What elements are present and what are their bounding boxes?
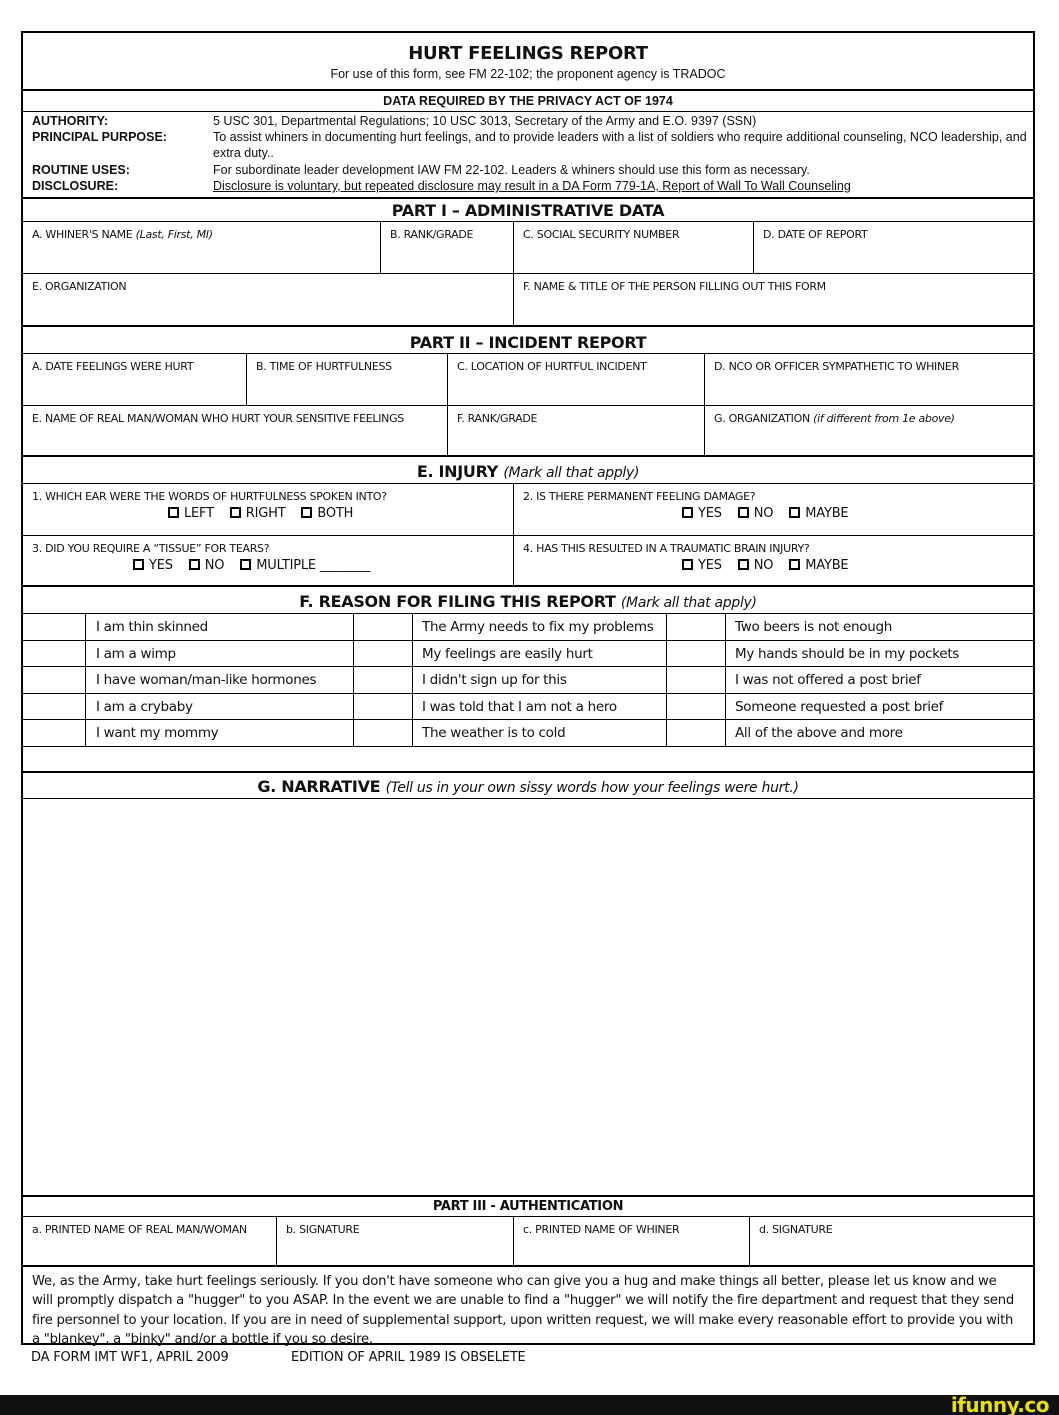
narrative-textarea[interactable] [23,798,1033,1195]
part2-row1 [23,353,1033,405]
checkbox-icon [738,507,749,518]
reason-option-label: I have woman/man-like hormones [96,672,317,688]
whiner-printed-name-label: c. PRINTED NAME OF WHINER [523,1223,680,1236]
part1-header: PART I – ADMINISTRATIVE DATA [391,201,665,220]
authority-text: 5 USC 301, Departmental Regulations; 10 USC 3013, Secretary of the Army and E.O. 9397 (SSN) [213,114,757,128]
part2-section [23,325,1033,455]
checkbox-icon [738,559,749,570]
ear-options [168,506,365,521]
ifunny-watermark: ifunny.co [950,1393,1049,1415]
checkbox-icon [789,559,800,570]
routine-text: For subordinate leader development IAW FM 22-102. Leaders & whiners should use this form as necessary. [213,163,810,177]
privacy-header: DATA REQUIRED BY THE PRIVACY ACT OF 1974 [383,94,673,108]
time-hurt-label: B. TIME OF HURTFULNESS [256,360,392,373]
real-person-signature-field[interactable] [276,1217,513,1267]
location-label: C. LOCATION OF HURTFUL INCIDENT [457,360,647,373]
narrative-title: G. NARRATIVE [257,777,381,796]
part2-header: PART II – INCIDENT REPORT [409,333,647,352]
reason-option-label: I am a wimp [96,645,176,662]
injury-title: E. INJURY [416,462,499,481]
closing-statement: We, as the Army, take hurt feelings seriously. If you don't have someone who can give you a hug and make things all better, please let us know and we will promptly dispatch a "hugger" to you ASAP. In the event we are unable to find a "hugger" we will notify the fire department and request that they send fire personnel to your location. If you are in need of supplemental support, upon written request, we will make every reasonable effort to provide you with a "blankey", a "binky" and/or a bottle if you so desire. [32,1274,1014,1347]
date-of-report-field[interactable] [753,222,1033,273]
rank-grade-field[interactable] [380,222,513,273]
reason-row [23,666,1033,693]
title-block [23,33,1033,89]
tissue-question [23,536,513,587]
reason-checkbox[interactable] [353,694,413,720]
preparer-name-label: F. NAME & TITLE OF THE PERSON FILLING OUT THIS FORM [523,280,826,293]
reason-checkbox[interactable] [666,694,726,720]
checkbox-icon [682,507,693,518]
reason-section [23,585,1033,771]
brain-injury-options [682,558,860,573]
preparer-name-field[interactable] [513,274,1033,325]
checkbox-icon [168,507,179,518]
injury-row1 [23,483,1033,535]
reason-row [23,719,1033,746]
authority-row [32,113,1027,129]
purpose-text: To assist whiners in documenting hurt feelings, and to provide leaders with a list of soldiers who require additional counseling, NCO leadership, and extra duty.. [213,130,1027,160]
hurt-feelings-form [21,31,1035,1345]
reason-option-label: All of the above and more [735,725,903,741]
authority-label: AUTHORITY: [32,114,109,128]
reason-option-label: Two beers is not enough [735,619,893,635]
disclosure-row [32,178,1027,194]
injury-header [23,462,1033,481]
reason-checkbox[interactable] [353,720,413,746]
ear-left-option[interactable]: LEFT [168,506,214,521]
checkbox-icon [301,507,312,518]
checkbox-icon [230,507,241,518]
disclosure-label: DISCLOSURE: [32,179,119,193]
tissue-no-option[interactable]: NO [189,558,225,573]
real-person-name-field[interactable] [23,1217,276,1267]
ear-right-option[interactable]: RIGHT [230,506,286,521]
reason-title: F. REASON FOR FILING THIS REPORT [299,592,616,611]
organization-field[interactable] [23,274,513,325]
reason-row [23,613,1033,640]
edition-note: EDITION OF APRIL 1989 IS OBSELETE [291,1350,526,1365]
closing-section [23,1265,1033,1347]
ear-both-option[interactable]: BOTH [301,506,353,521]
rank-grade-label: B. RANK/GRADE [390,228,474,241]
whiner-name-label: A. WHINER'S NAME [32,228,133,241]
tissue-options [133,558,382,573]
reason-checkbox[interactable] [23,614,86,640]
ssn-label: C. SOCIAL SECURITY NUMBER [523,228,680,241]
brain-injury-question [513,536,1033,587]
disclosure-text: Disclosure is voluntary, but repeated disclosure may result in a DA Form 779-1A, Report of Wall To Wall Counseling [213,179,851,193]
purpose-label: PRINCIPAL PURPOSE: [32,130,167,144]
location-field[interactable] [447,354,704,405]
real-person-name-label: a. PRINTED NAME OF REAL MAN/WOMAN [32,1223,247,1236]
reason-checkbox[interactable] [666,614,726,640]
reason-option-label: I am thin skinned [96,619,208,635]
whiner-printed-name-field[interactable] [513,1217,749,1267]
form-subtitle: For use of this form, see FM 22-102; the proponent agency is TRADOC [330,67,726,81]
brain-maybe-option[interactable]: MAYBE [789,558,848,573]
reason-checkbox[interactable] [666,641,726,667]
part3-header: PART III - AUTHENTICATION [432,1199,624,1214]
reason-checkbox[interactable] [353,641,413,667]
part3-row [23,1216,1033,1267]
ear-question [23,484,513,535]
reason-option-label: I want my mommy [96,725,219,741]
offender-org-label: G. ORGANIZATION [714,412,810,425]
offender-name-field[interactable] [23,406,447,457]
reason-checkbox[interactable] [353,614,413,640]
reason-hint: (Mark all that apply) [620,595,757,611]
watermark-bar [0,1395,1059,1415]
time-hurt-field[interactable] [246,354,447,405]
brain-injury-label: 4. HAS THIS RESULTED IN A TRAUMATIC BRAIN INJURY? [523,542,810,555]
checkbox-icon [189,559,200,570]
organization-label: E. ORGANIZATION [32,280,127,293]
part3-section [23,1195,1033,1265]
reason-checkbox[interactable] [23,720,86,746]
checkbox-icon [133,559,144,570]
narrative-hint: (Tell us in your own sissy words how your feelings were hurt.) [385,780,799,796]
sympathetic-nco-label: D. NCO OR OFFICER SYMPATHETIC TO WHINER [714,360,959,373]
reason-option-label: I was told that I am not a hero [422,698,617,715]
reason-checkbox[interactable] [353,667,413,693]
reason-checkbox[interactable] [666,667,726,693]
reason-grid-bottom-rule [23,746,1033,747]
reason-option-label: Someone requested a post brief [735,698,944,715]
whiner-name-field[interactable] [23,222,380,273]
whiner-signature-label: d. SIGNATURE [759,1223,833,1236]
tissue-yes-option[interactable]: YES [133,558,173,573]
injury-hint: (Mark all that apply) [503,465,640,481]
reason-row [23,640,1033,667]
tissue-multiple-option[interactable]: MULTIPLE ________ [240,558,370,573]
feeling-damage-label: 2. IS THERE PERMANENT FEELING DAMAGE? [523,490,756,503]
reason-option-label: I didn't sign up for this [422,672,567,688]
offender-name-label: E. NAME OF REAL MAN/WOMAN WHO HURT YOUR SENSITIVE FEELINGS [32,412,404,425]
ssn-field[interactable] [513,222,753,273]
reason-option-label: I was not offered a post brief [735,672,921,688]
feeling-damage-options [682,506,860,521]
real-person-signature-label: b. SIGNATURE [286,1223,360,1236]
reason-grid [23,613,1033,773]
privacy-act-section [23,89,1033,197]
reason-option-label: My hands should be in my pockets [735,645,960,662]
ear-question-label: 1. WHICH EAR WERE THE WORDS OF HURTFULNESS SPOKEN INTO? [32,490,387,503]
damage-maybe-option[interactable]: MAYBE [789,506,848,521]
tissue-question-label: 3. DID YOU REQUIRE A “TISSUE” FOR TEARS? [32,542,270,555]
offender-rank-label: F. RANK/GRADE [457,412,538,425]
routine-row [32,162,1027,178]
part1-section [23,197,1033,325]
offender-org-hint: (if different from 1e above) [813,412,955,425]
brain-no-option[interactable]: NO [738,558,774,573]
reason-checkbox[interactable] [23,641,86,667]
offender-rank-field[interactable] [447,406,704,457]
injury-row2 [23,535,1033,587]
form-id: DA FORM IMT WF1, APRIL 2009 [31,1350,229,1365]
part1-row2 [23,273,1033,325]
reason-checkbox[interactable] [23,694,86,720]
reason-option-label: I am a crybaby [96,698,193,715]
reason-row [23,693,1033,720]
damage-yes-option[interactable]: YES [682,506,722,521]
whiner-signature-field[interactable] [749,1217,1033,1267]
narrative-header [23,777,1033,796]
injury-section [23,455,1033,585]
date-of-report-label: D. DATE OF REPORT [763,228,868,241]
date-hurt-label: A. DATE FEELINGS WERE HURT [32,360,194,373]
part1-row1 [23,221,1033,273]
reason-checkbox[interactable] [23,667,86,693]
part2-row2 [23,405,1033,457]
checkbox-icon [240,559,251,570]
date-hurt-field[interactable] [23,354,246,405]
sympathetic-nco-field[interactable] [704,354,1033,405]
purpose-row [32,129,1027,161]
narrative-section [23,771,1033,1195]
checkbox-icon [682,559,693,570]
feeling-damage-question [513,484,1033,535]
reason-checkbox[interactable] [666,720,726,746]
reason-header [23,592,1033,611]
routine-label: ROUTINE USES: [32,163,130,177]
whiner-name-hint: (Last, First, MI) [135,228,213,241]
form-title: HURT FEELINGS REPORT [408,43,648,64]
checkbox-icon [789,507,800,518]
brain-yes-option[interactable]: YES [682,558,722,573]
reason-option-label: The weather is to cold [422,725,566,741]
offender-org-field[interactable] [704,406,1033,457]
reason-option-label: My feelings are easily hurt [422,645,593,662]
reason-option-label: The Army needs to fix my problems [422,619,654,635]
damage-no-option[interactable]: NO [738,506,774,521]
